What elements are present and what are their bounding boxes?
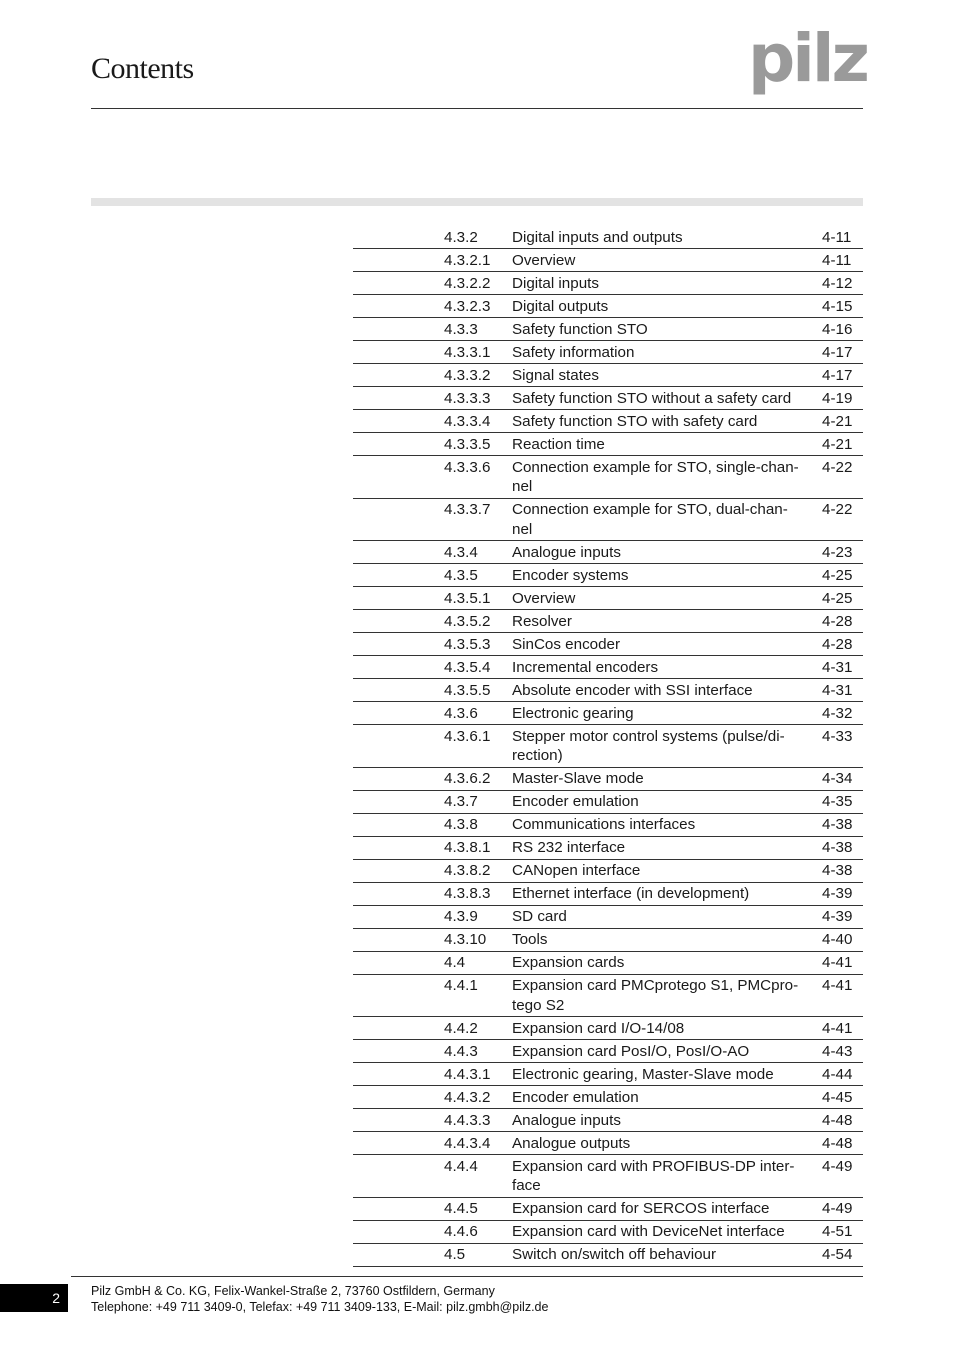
toc-row[interactable] [353,541,863,564]
toc-page-number: 4-38 [822,816,853,833]
toc-row[interactable] [353,1198,863,1221]
toc-section-title: Connection example for STO, single-chan- nel [512,458,799,495]
toc-page-number: 4-28 [822,635,853,653]
toc-section-number: 4.3.2.3 [444,297,491,315]
toc-row[interactable] [353,679,863,702]
toc-section-number: 4.3.5.1 [444,589,491,607]
toc-section-number: 4.4 [444,954,466,971]
toc-row[interactable] [353,1109,863,1132]
toc-section-title: Electronic gearing [512,704,634,722]
toc-section-title: Encoder emulation [512,1088,639,1106]
toc-section-number: 4.3.10 [444,931,487,948]
toc-page-number: 4-39 [822,885,853,902]
toc-page-number: 4-39 [822,908,853,925]
toc-row[interactable] [353,1132,863,1155]
toc-row[interactable] [353,860,863,883]
toc-row[interactable] [353,837,863,860]
footer-address [91,1283,548,1315]
toc-row[interactable] [353,929,863,952]
toc-section-number: 4.3.2.1 [444,251,491,269]
toc-row[interactable] [353,633,863,656]
toc-page-number: 4-40 [822,931,853,948]
toc-section-number: 4.3.6.1 [444,727,491,745]
toc-page-number: 4-19 [822,389,853,407]
toc-section-title: Expansion card with DeviceNet interface [512,1223,785,1240]
toc-section-title: RS 232 interface [512,839,626,856]
toc-section-number: 4.3.2.2 [444,274,491,292]
toc-section-title: Expansion card I/O-14/08 [512,1019,685,1037]
toc-page-number: 4-11 [822,251,852,269]
toc-row[interactable] [353,1040,863,1063]
toc-row[interactable] [353,295,863,318]
toc-row[interactable] [353,341,863,364]
toc-page-number: 4-51 [822,1223,853,1240]
header-divider [91,108,863,109]
toc-section-number: 4.3.3.6 [444,458,491,476]
toc-row[interactable] [353,364,863,387]
toc-section-title: Expansion card with PROFIBUS-DP inter- face [512,1157,795,1194]
toc-page-number: 4-43 [822,1042,853,1060]
toc-section-title: SD card [512,908,567,925]
toc-section-title: Safety function STO without a safety card [512,389,792,407]
toc-page-number: 4-31 [822,681,853,699]
toc-page-number: 4-31 [822,658,853,676]
toc-section-title: Switch on/switch off behaviour [512,1246,717,1263]
toc-section-number: 4.4.2 [444,1019,478,1037]
toc-page-number: 4-12 [822,274,853,292]
toc-section-title: Overview [512,589,576,607]
toc-row[interactable] [353,318,863,341]
toc-section-title: Overview [512,251,576,269]
toc-row[interactable] [353,975,863,1018]
toc-page-number: 4-25 [822,566,853,584]
toc-page-number: 4-21 [822,435,853,453]
toc-section-number: 4.3.3.7 [444,501,491,518]
toc-section-title: Signal states [512,366,599,384]
toc-row[interactable] [353,1063,863,1086]
toc-section-number: 4.3.6 [444,704,478,722]
toc-section-title: Incremental encoders [512,658,659,676]
toc-section-number: 4.5 [444,1246,466,1263]
toc-section-title: Encoder emulation [512,793,639,810]
toc-section-title: Communications interfaces [512,816,696,833]
toc-section-number: 4.3.3 [444,320,478,338]
toc-section-number: 4.3.8 [444,816,478,833]
toc-page-number: 4-22 [822,458,853,476]
toc-row[interactable] [353,906,863,929]
toc-section-title: Ethernet interface (in development) [512,885,750,902]
toc-page-number: 4-15 [822,297,853,315]
toc-section-number: 4.3.2 [444,228,478,246]
toc-section-title: Safety function STO with safety card [512,412,758,430]
toc-section-number: 4.4.6 [444,1223,478,1240]
toc-section-number: 4.3.5.4 [444,658,491,676]
page-number: 2 [0,1284,68,1312]
toc-row[interactable] [353,791,863,814]
toc-row[interactable] [353,656,863,679]
toc-section-number: 4.3.5.5 [444,681,491,699]
toc-section-number: 4.4.5 [444,1200,478,1217]
toc-page-number: 4-38 [822,862,853,879]
toc-page-number: 4-54 [822,1246,853,1263]
toc-row[interactable] [353,1221,863,1244]
toc-page-number: 4-25 [822,589,853,607]
table-of-contents [353,226,863,1267]
toc-section-number: 4.4.3.1 [444,1065,491,1083]
toc-page-number: 4-35 [822,793,853,810]
toc-section-number: 4.3.4 [444,543,478,561]
toc-page-number: 4-38 [822,839,853,856]
toc-section-title: Electronic gearing, Master-Slave mode [512,1065,774,1083]
toc-row[interactable] [353,564,863,587]
toc-page-number: 4-11 [822,228,852,246]
toc-section-title: Expansion card PMCprotego S1, PMCpro- tego S2 [512,977,799,1014]
footer-line-contact: Telephone: +49 711 3409-0, Telefax: +49 711 3409-133, E-Mail: pilz.gmbh@pilz.de [91,1300,549,1314]
toc-row[interactable] [353,272,863,295]
toc-section-number: 4.3.8.1 [444,839,491,856]
toc-page-number: 4-32 [822,704,853,722]
toc-row[interactable] [353,725,863,768]
footer-divider [71,1276,863,1277]
toc-row[interactable] [353,226,863,249]
footer-line-company: Pilz GmbH & Co. KG, Felix-Wankel-Straße 2, 73760 Ostfildern, Germany [91,1284,495,1298]
toc-section-title: Reaction time [512,435,605,453]
toc-row[interactable] [353,883,863,906]
toc-page-number: 4-22 [822,501,853,518]
toc-section-title: Digital inputs [512,274,599,292]
toc-page-number: 4-49 [822,1157,853,1175]
toc-row[interactable] [353,702,863,725]
toc-section-title: Expansion card for SERCOS interface [512,1200,770,1217]
toc-page-number: 4-28 [822,612,853,630]
toc-row[interactable] [353,952,863,975]
toc-section-number: 4.4.3.3 [444,1111,491,1129]
toc-section-title: Stepper motor control systems (pulse/di- rection) [512,727,785,764]
toc-section-number: 4.3.9 [444,908,478,925]
toc-section-number: 4.3.5.2 [444,612,491,630]
toc-section-title: Safety information [512,343,635,361]
toc-section-title: Tools [512,931,548,948]
toc-row[interactable] [353,1017,863,1040]
toc-section-number: 4.3.3.1 [444,343,491,361]
toc-section-number: 4.4.3.4 [444,1134,491,1152]
toc-section-number: 4.4.4 [444,1157,478,1175]
toc-row[interactable] [353,814,863,837]
toc-section-title: Analogue inputs [512,543,621,561]
toc-page-number: 4-48 [822,1134,853,1152]
toc-section-title: Resolver [512,612,572,630]
toc-section-number: 4.4.3 [444,1042,478,1060]
toc-page-number: 4-34 [822,770,853,787]
toc-row[interactable] [353,433,863,456]
toc-page-number: 4-41 [822,954,853,971]
toc-section-title: Expansion card PosI/O, PosI/O-AO [512,1042,750,1060]
toc-page-number: 4-48 [822,1111,853,1129]
toc-section-title: CANopen interface [512,862,641,879]
toc-row[interactable] [353,499,863,542]
toc-page-number: 4-17 [822,366,853,384]
toc-row[interactable] [353,1155,863,1198]
toc-section-number: 4.4.3.2 [444,1088,491,1106]
toc-page-number: 4-33 [822,727,853,745]
toc-section-title: SinCos encoder [512,635,621,653]
toc-section-number: 4.3.3.2 [444,366,491,384]
toc-section-number: 4.4.1 [444,977,478,994]
toc-page-number: 4-21 [822,412,853,430]
toc-page-number: 4-49 [822,1200,853,1217]
toc-row[interactable] [353,610,863,633]
toc-section-title: Safety function STO [512,320,648,338]
toc-row[interactable] [353,249,863,272]
toc-page-number: 4-41 [822,1019,853,1037]
toc-row[interactable] [353,1086,863,1109]
pilz-logo: pilz [748,20,867,97]
toc-page-number: 4-17 [822,343,853,361]
toc-section-title: Digital outputs [512,297,609,315]
toc-row[interactable] [353,456,863,499]
toc-section-title: Analogue outputs [512,1134,631,1152]
toc-section-title: Expansion cards [512,954,625,971]
toc-section-number: 4.3.6.2 [444,770,491,787]
toc-section-title: Analogue inputs [512,1111,621,1129]
toc-row[interactable] [353,1244,863,1267]
toc-section-title: Connection example for STO, dual-chan- nel [512,501,788,538]
section-band [91,198,863,206]
toc-row[interactable] [353,387,863,410]
toc-page-number: 4-23 [822,543,853,561]
toc-page-number: 4-41 [822,977,853,994]
toc-row[interactable] [353,410,863,433]
toc-page-number: 4-44 [822,1065,853,1083]
page-title: Contents [91,52,194,85]
toc-section-number: 4.3.5 [444,566,478,584]
toc-page-number: 4-45 [822,1088,853,1106]
toc-section-title: Absolute encoder with SSI interface [512,681,753,699]
toc-section-number: 4.3.7 [444,793,478,810]
toc-section-title: Encoder systems [512,566,629,584]
toc-section-number: 4.3.8.2 [444,862,491,879]
toc-section-number: 4.3.8.3 [444,885,491,902]
toc-section-title: Master-Slave mode [512,770,644,787]
toc-page-number: 4-16 [822,320,853,338]
toc-section-number: 4.3.3.5 [444,435,491,453]
toc-section-title: Digital inputs and outputs [512,228,683,246]
toc-section-number: 4.3.3.3 [444,389,491,407]
toc-row[interactable] [353,768,863,791]
toc-section-number: 4.3.3.4 [444,412,491,430]
toc-row[interactable] [353,587,863,610]
toc-section-number: 4.3.5.3 [444,635,491,653]
